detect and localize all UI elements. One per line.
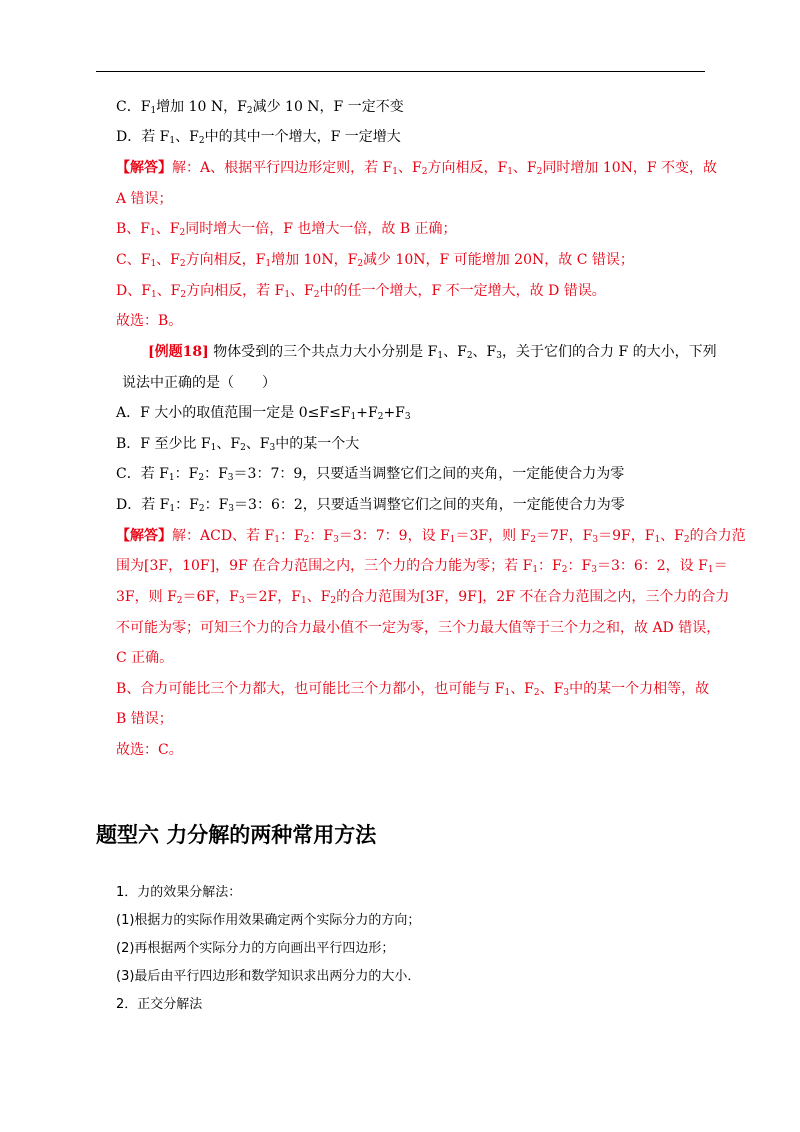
example-tag: [例题18] [148, 344, 209, 360]
section-title: 题型六 力分解的两种常用方法 [96, 823, 377, 847]
section-para-5: 2．正交分解法 [116, 997, 203, 1012]
q17-option-c: C．$F_1$增加 10 N，$F_2$减少 10 N，F 一定不变 [116, 99, 404, 116]
answer-label: 【解答】 [116, 528, 172, 544]
q18-option-a: A．F 大小的取值范围一定是 $0\le F\le F_1+F_2+F_3$ [116, 405, 411, 422]
q18-option-c: C．若 $F_1$：$F_2$：$F_3=3$：7：9，只要适当调整它们之间的夹角，一定能使合力为零 [116, 466, 625, 483]
q17-answer-choice: 故选：B。 [116, 313, 183, 329]
q17-answer-line-4: C、$F_1$、$F_2$方向相反，$F_1$增加 10N，$F_2$减少 10N，F 可能增加 20N，故 C 错误； [116, 252, 634, 269]
answer-label: 【解答】 [116, 160, 172, 176]
q18-answer-line-3: 3F，则 $F_2=6F$，$F_3=2F$，$F_1$、$F_2$的合力范围为[3F，9F]，2F 不在合力范围之内，三个力的合力 [116, 589, 730, 606]
q18-answer-line-2: 围为[3F，10F]，9F 在合力范围之内，三个力的合力能为零；若 $F_1$：$F_2$：$F_3=3$：6：2，设 $F_1=$ [116, 558, 728, 575]
q18-answer-line-6: B、合力可能比三个力都大，也可能比三个力都小，也可能与 $F_1$、$F_2$、$F_3$中的某一个力相等，故 [116, 681, 710, 698]
q18-answer-line-5: C 正确。 [116, 650, 174, 666]
q18-answer-line-7: B 错误； [116, 711, 173, 727]
section-para-3: (2)再根据两个实际分力的方向画出平行四边形； [116, 941, 395, 956]
header-rule [96, 71, 705, 72]
q18-answer-choice: 故选：C。 [116, 742, 183, 758]
q17-answer-line-5: D、$F_1$、$F_2$方向相反，若 $F_1$、$F_2$中的任一个增大，F 不一定增大，故 D 错误。 [116, 283, 606, 300]
q18-stem-line-2: 说法中正确的是（ ） [122, 375, 276, 391]
q18-answer-line-1: 【解答】解：ACD、若 $F_1$：$F_2$：$F_3=3$：7：9，设 $F_1=3F$，则 $F_2=7F$，$F_3=9F$，$F_1$、$F_2$的合力范 [116, 528, 746, 545]
q18-option-b: B．F 至少比 $F_1$、$F_2$、$F_3$中的某一个大 [116, 436, 360, 453]
section-para-1: 1．力的效果分解法： [116, 885, 242, 900]
q18-answer-line-4: 不可能为零；可知三个力的合力最小值不一定为零，三个力最大值等于三个力之和，故 AD 错误， [116, 620, 721, 636]
section-para-4: (3)最后由平行四边形和数学知识求出两分力的大小． [116, 969, 421, 984]
q18-stem-line-1: [例题18] 物体受到的三个共点力大小分别是 $F_1$、$F_2$、$F_3$，关于它们的合力 F 的大小，下列 [148, 344, 717, 361]
q18-option-d: D．若 $F_1$：$F_2$：$F_3=3$：6：2，只要适当调整它们之间的夹角，一定能使合力为零 [116, 497, 625, 514]
section-para-2: (1)根据力的实际作用效果确定两个实际分力的方向； [116, 913, 421, 928]
q17-answer-line-2: A 错误； [116, 191, 173, 207]
q17-answer-line-1: 【解答】解：A、根据平行四边形定则，若 $F_1$、$F_2$方向相反，$F_1$、$F_2$同时增加 10N，F 不变，故 [116, 160, 718, 177]
q17-option-d: D．若 $F_1$、$F_2$中的其中一个增大，F 一定增大 [116, 129, 401, 146]
q17-answer-line-3: B、$F_1$、$F_2$同时增大一倍，F 也增大一倍，故 B 正确； [116, 221, 457, 238]
